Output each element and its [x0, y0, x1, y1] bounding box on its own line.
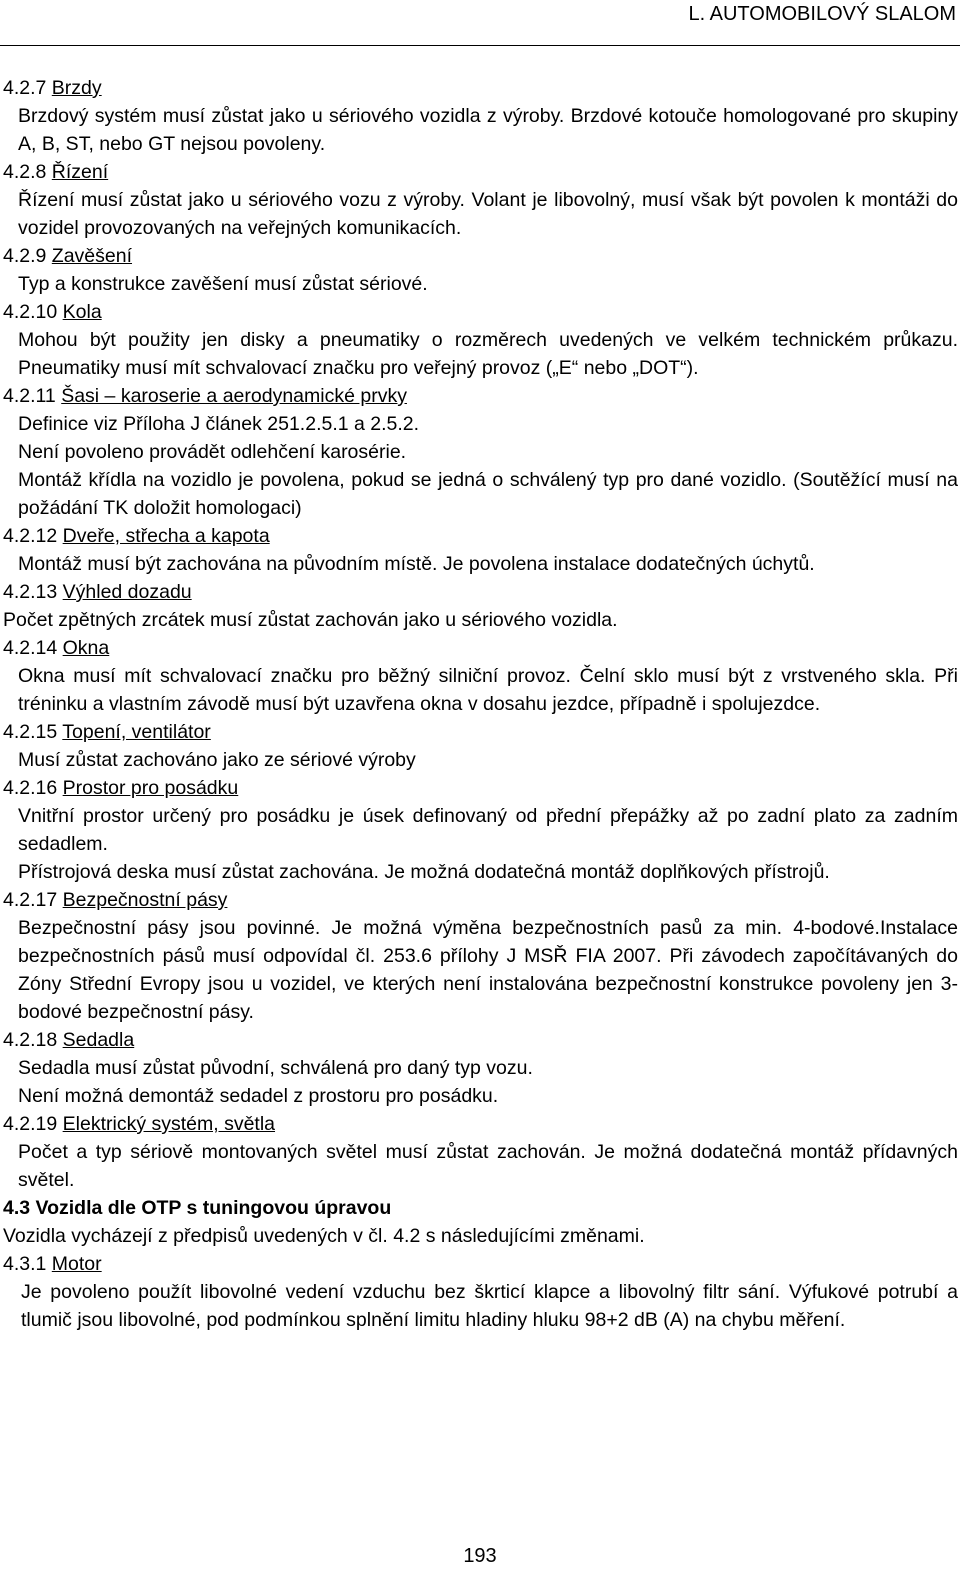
section-number: 4.2.9: [3, 245, 47, 267]
section-block: [3, 634, 958, 718]
section-block: [3, 158, 958, 242]
section-paragraph: Není povoleno provádět odlehčení karosérie.: [18, 441, 407, 463]
section-number: 4.2.16: [3, 777, 58, 799]
section-block: [3, 298, 958, 382]
section-block: [3, 774, 958, 886]
page-number: 193: [463, 1545, 497, 1567]
section-block: [3, 382, 958, 522]
section-paragraph: Brzdový systém musí zůstat jako u sériového vozidla z výroby. Brzdové kotouče homologované pro skupiny A, B, ST, nebo GT nejsou povoleny.: [18, 105, 958, 155]
section-number: 4.2.19: [3, 1113, 58, 1135]
section-number: 4.2.7: [3, 77, 47, 99]
subsection-number: 4.3.1: [3, 1253, 47, 1275]
section-heading: [3, 522, 958, 550]
section-number: 4.2.18: [3, 1029, 58, 1051]
section-paragraph: Řízení musí zůstat jako u sériového vozu z výroby. Volant je libovolný, musí však být povolen k montáži do vozidel provozovaných na veřejných komunikacích.: [18, 189, 958, 239]
section-title: Okna: [62, 637, 110, 659]
section-heading: [3, 158, 958, 186]
section-heading: [3, 1110, 958, 1138]
subsection-text: Je povoleno použít libovolné vedení vzduchu bez škrticí klapce a libovolný filtr sání. Výfukové potrubí a tlumič jsou libovolné, pod podmínkou splnění limitu hladiny hluku 98+2 dB (A) na chybu měření.: [21, 1281, 958, 1331]
section-paragraph: Vnitřní prostor určený pro posádku je úsek definovaný od přední přepážky až po zadní plato za zadním sedadlem.: [18, 805, 958, 855]
section-heading: [3, 74, 958, 102]
section-title: Elektrický systém, světla: [62, 1113, 276, 1135]
section-number: 4.2.14: [3, 637, 58, 659]
section-number: 4.2.11: [3, 385, 56, 407]
section-title: Zavěšení: [51, 245, 133, 267]
section-number: 4.2.13: [3, 581, 58, 603]
section-heading: [3, 634, 958, 662]
section-title: Kola: [62, 301, 102, 323]
document-body: [3, 74, 958, 1334]
section-paragraph: Definice viz Příloha J článek 251.2.5.1 a 2.5.2.: [18, 413, 420, 435]
section-paragraph: Přístrojová deska musí zůstat zachována. Je možná dodatečná montáž doplňkových přístrojů.: [18, 861, 830, 883]
section-paragraph: Montáž musí být zachována na původním místě. Je povolena instalace dodatečných úchytů.: [18, 553, 815, 575]
section-heading: [3, 774, 958, 802]
section-title: Prostor pro posádku: [62, 777, 239, 799]
section-heading-4-3: 4.3 Vozidla dle OTP s tuningovou úpravou: [3, 1197, 392, 1219]
section-title: Topení, ventilátor: [62, 721, 211, 743]
section-title: Šasi – karoserie a aerodynamické prvky: [61, 385, 407, 407]
section-heading: [3, 298, 958, 326]
section-block: [3, 578, 958, 634]
section-paragraph: Montáž křídla na vozidlo je povolena, pokud se jedná o schválený typ pro dané vozidlo. (Soutěžící musí na požádání TK doložit homologaci): [18, 469, 958, 519]
section-paragraph: Bezpečnostní pásy jsou povinné. Je možná výměna bezpečnostních pasů za min. 4-bodové.Instalace bezpečnostních pásů musí odpovídal čl. 253.6 přílohy J MSŘ FIA 2007. Při závodech započítávaných do Zóny Střední Evropy jsou u vozidel, ve kterých není instalována bezpečnostní konstrukce povoleny jen 3-bodové bezpečnostní pásy.: [18, 917, 958, 1023]
section-paragraph: Musí zůstat zachováno jako ze sériové výroby: [18, 749, 416, 771]
section-title: Sedadla: [62, 1029, 135, 1051]
section-title: Dveře, střecha a kapota: [62, 525, 270, 547]
section-paragraph: Typ a konstrukce zavěšení musí zůstat sériové.: [18, 273, 428, 295]
section-paragraph: Není možná demontáž sedadel z prostoru pro posádku.: [18, 1085, 499, 1107]
running-header: L. AUTOMOBILOVÝ SLALOM: [688, 3, 956, 25]
section-heading: [3, 1026, 958, 1054]
subsection-title: Motor: [51, 1253, 102, 1275]
section-title: Řízení: [51, 161, 109, 183]
section-block: [3, 74, 958, 158]
section-block: [3, 1026, 958, 1110]
section-title: Brzdy: [51, 77, 102, 99]
header-rule: [0, 45, 960, 46]
section-number: 4.2.12: [3, 525, 58, 547]
section-list: [3, 74, 958, 1194]
section-title: Výhled dozadu: [62, 581, 192, 603]
section-number: 4.2.8: [3, 161, 47, 183]
section-paragraph: Sedadla musí zůstat původní, schválená pro daný typ vozu.: [18, 1057, 533, 1079]
section-intro: Vozidla vycházejí z předpisů uvedených v čl. 4.2 s následujícími změnami.: [3, 1225, 645, 1247]
section-paragraph: Počet zpětných zrcátek musí zůstat zachován jako u sériového vozidla.: [3, 609, 618, 631]
section-heading: [3, 886, 958, 914]
section-paragraph: Počet a typ sériově montovaných světel musí zůstat zachován. Je možná dodatečná montáž přídavných světel.: [18, 1141, 958, 1191]
section-block: [3, 522, 958, 578]
section-heading: [3, 578, 958, 606]
section-heading: [3, 718, 958, 746]
section-number: 4.2.10: [3, 301, 58, 323]
section-number: 4.2.15: [3, 721, 58, 743]
section-block: [3, 1110, 958, 1194]
section-number: 4.2.17: [3, 889, 58, 911]
section-title: Bezpečnostní pásy: [62, 889, 228, 911]
section-paragraph: Okna musí mít schvalovací značku pro běžný silniční provoz. Čelní sklo musí být z vrstveného skla. Při tréninku a vlastním závodě musí být uzavřena okna v dosahu jezdce, případně i spolujezdce.: [18, 665, 958, 715]
section-heading: [3, 382, 958, 410]
subsection-heading: [3, 1250, 958, 1278]
section-heading: [3, 242, 958, 270]
section-block: [3, 718, 958, 774]
section-block: [3, 242, 958, 298]
section-block: [3, 886, 958, 1026]
section-paragraph: Mohou být použity jen disky a pneumatiky o rozměrech uvedených ve velkém technickém průkazu. Pneumatiky musí mít schvalovací značku pro veřejný provoz („E“ nebo „DOT“).: [18, 329, 958, 379]
